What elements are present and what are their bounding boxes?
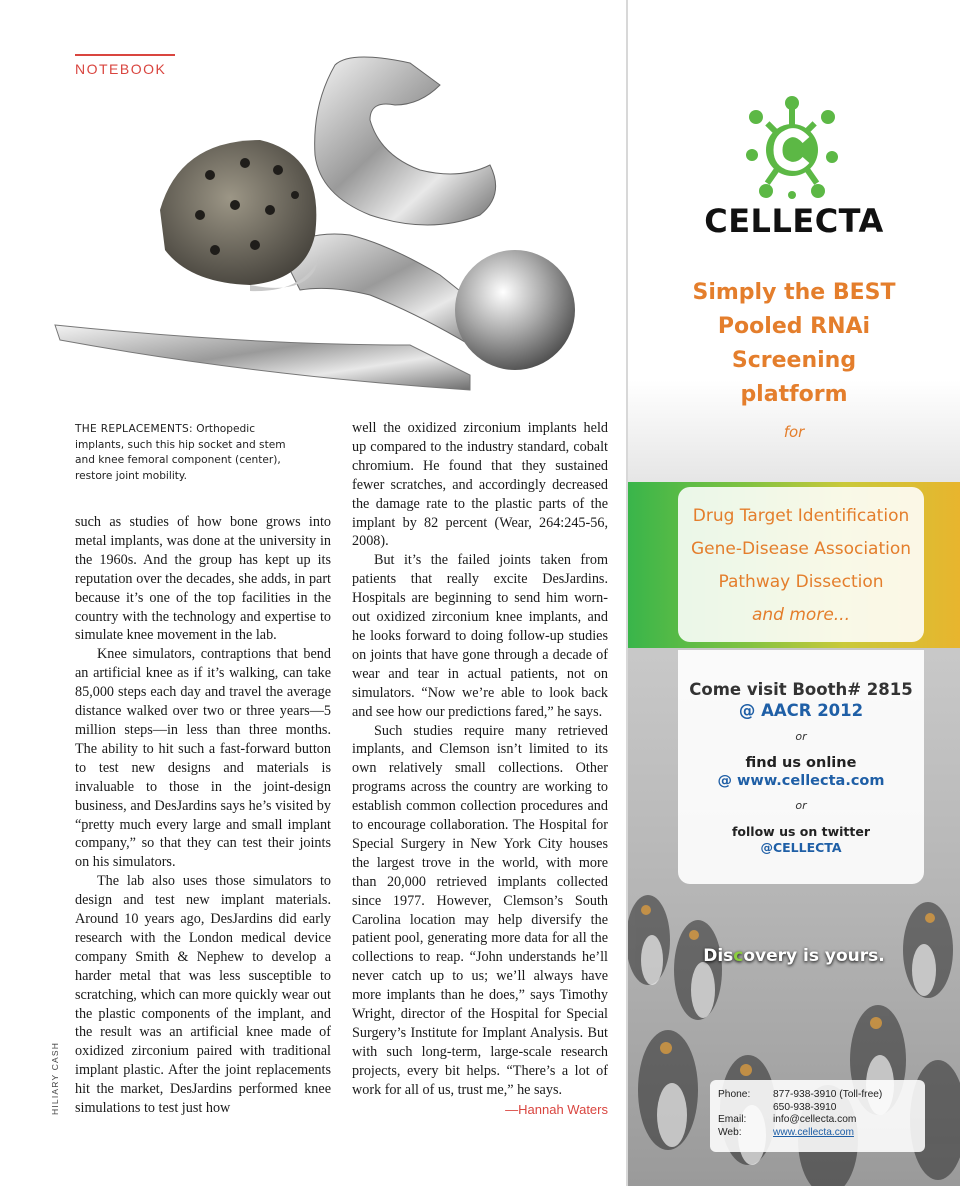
headline-line: Pooled RNAi (717, 314, 871, 339)
implant-photo (50, 45, 610, 420)
or-separator: or (795, 799, 807, 812)
tagline-part: overy is yours. (743, 946, 885, 966)
section-label: NOTEBOOK (75, 61, 167, 77)
caption-lead: THE REPLACEMENTS: (75, 423, 193, 435)
article-column-1 (75, 513, 331, 1118)
caption-text: Orthopedic implants, such this hip socket and stem and knee femoral component (center), restore joint mobility. (75, 423, 286, 482)
phone-number: 650-938-3910 (773, 1101, 837, 1113)
website-link[interactable]: @ www.cellecta.com (717, 773, 885, 789)
application-item: Drug Target Identification (692, 506, 910, 526)
find-online-text: find us online (745, 755, 857, 771)
paragraph: well the oxidized zirconium implants held up compared to the industry standard, cobalt chromium. He found that they sustained fewer scratches, and accordingly decreased the damage rate to the plastic parts of the implant by 82 percent (Wear, 264:245-56, 2008). (352, 420, 608, 550)
web-label: Web: (718, 1126, 742, 1138)
article-column-2 (352, 419, 608, 1120)
application-more: and more... (751, 605, 850, 625)
photo-caption (75, 422, 305, 484)
paragraph: Knee simulators, contraptions that bend an artificial knee as if it’s walking, can take 85,000 steps each day and travel the average distance walked over two or three years—5 million steps—in less than three months. The ability to hit such a fast-forward button to test new designs and materials is invaluable to those in the joint-design business, and DesJardins says he’s visited by “pretty much every large and small implant company,” so that they can test their joints on his simulators. (75, 646, 331, 871)
info-panel (678, 650, 924, 884)
twitter-handle[interactable]: @CELLECTA (760, 840, 842, 855)
paragraph: But it’s the failed joints taken from patients that really excite DesJardins. Hospitals are beginning to send him worn-out oxidized zirconium knee implants, and he looks forward to doing follow-up studies on joints that have gone through a decade of wear and tear in actual patients, not on simulators. “Now we’re able to look back and see how our predictions fared,” he says. (352, 552, 608, 720)
headline-line: platform (740, 382, 848, 407)
phone-tollfree: 877-938-3910 (Toll-free) (773, 1089, 883, 1100)
email-address[interactable]: info@cellecta.com (773, 1114, 857, 1125)
or-separator: or (795, 730, 807, 743)
twitter-prompt: follow us on twitter (731, 824, 870, 839)
application-item: Gene-Disease Association (690, 539, 912, 559)
byline: —Hannah Waters (505, 1101, 608, 1117)
phone-label: Phone: (718, 1089, 751, 1100)
paragraph: Such studies require many retrieved implants, and Clemson isn’t limited to its own relatively small collections. Other programs across the country are working to establish common collection procedures and to encourage collaboration. The Hospital for Special Surgery in New York City houses the largest trove in the world, with more than 20,000 retrieved implants collected since 1977. However, Clemson’s South Carolina location may help diversify the patient pool, generating more data for all the collections to reap. “John understands he’ll never catch up to us; we’ll always have more implants than he does,” says Timothy Wright, director of the Hospital for Special Surgery’s Institute for Implant Analysis. But with such long-term, large-scale research projects, every bit helps. “There’s a lot of work for all of us, trust me,” he says. (352, 722, 608, 1098)
paragraph: such as studies of how bone grows into metal implants, was done at the university in the 1960s. And the group has kept up its reputation over the decades, she adds, in part because it’s one of the top facilities in the country with the technology and expertise to simulate knee movement in the lab. (75, 514, 331, 644)
tagline-logo-letter: c (733, 946, 744, 966)
applications-panel (678, 487, 924, 642)
cellecta-logo-icon (746, 95, 838, 199)
paragraph: The lab also uses those simulators to design and test new implant materials. Around 10 years ago, DesJardins did early research with the London medical device company Smith & Nephew to develop a harder metal that was less susceptible to scratching, which can more quickly wear out the plastic components of the implant, and the result was an artificial knee made of oxidized zirconium paired with traditional implant plastic. After the joint replacements hit the market, DesJardins performed knee simulations to test just how (75, 873, 331, 1117)
ad-tagline (628, 946, 960, 966)
cellecta-advertisement (628, 0, 960, 1186)
application-item: Pathway Dissection (718, 572, 884, 592)
headline-line: Simply the BEST (692, 280, 896, 305)
booth-text: Come visit Booth# 2815 (689, 680, 913, 699)
contact-box (710, 1080, 925, 1152)
tagline-part: Dis (703, 946, 734, 966)
event-text: @ AACR 2012 (738, 701, 864, 720)
headline-line: Screening (731, 348, 857, 373)
email-label: Email: (718, 1114, 747, 1125)
photo-credit: HILIARY CASH (50, 1041, 60, 1115)
ad-headline (628, 276, 960, 412)
for-label: for (783, 423, 805, 441)
web-link[interactable]: www.cellecta.com (773, 1126, 854, 1138)
brand-wordmark: CELLECTA (704, 202, 884, 240)
